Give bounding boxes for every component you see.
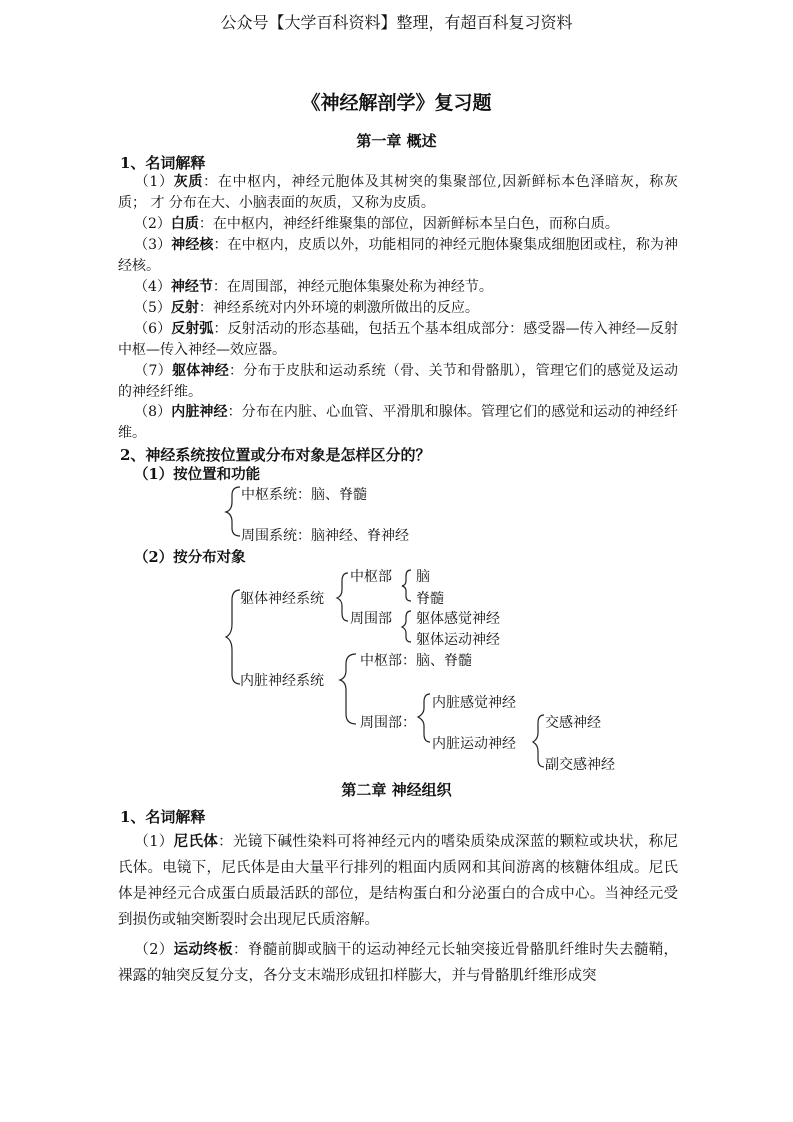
term-num: （1） (134, 174, 174, 190)
tree2-visceral-sensory: 内脏感觉神经 (432, 695, 516, 711)
tree2-brain: 脑 (416, 569, 430, 585)
term-num: （7） (134, 363, 172, 379)
chapter2-heading: 第二章 神经组织 (341, 781, 452, 799)
term-def: ：脊髓前脚或脑干的运动神经元长轴突接近骨骼肌纤维时失去髓鞘，裸露的轴突反复分支，各分支末端形成钮扣样膨大，并与骨骼肌纤维形成突 (118, 942, 679, 984)
ch1-term-1 (118, 172, 678, 214)
tree2-somatic-central: 中枢部 (350, 569, 392, 585)
tree2-sympathetic: 交感神经 (545, 715, 601, 731)
tree1-peripheral: 周围系统：脑神经、脊神经 (241, 528, 409, 544)
tree2-visceral-central: 中枢部：脑、脊髓 (360, 653, 472, 669)
tree2-visceral: 内脏神经系统 (240, 673, 324, 689)
ch1-term-6 (118, 319, 678, 361)
ch2-section1-title: 1、名词解释 (120, 808, 206, 826)
tree2-somatic-peripheral: 周围部 (350, 611, 392, 627)
tree2-somatic-sensory: 躯体感觉神经 (416, 611, 500, 627)
term-num: （1） (134, 834, 174, 850)
term-def: ：在中枢内，神经纤维聚集的部位，因新鲜标本呈白色，而称白质。 (198, 216, 619, 232)
sub1-title: （1）按位置和功能 (134, 466, 261, 483)
term-name: 白质 (170, 216, 199, 232)
bracket-visceral-motor (533, 715, 544, 767)
bracket-position (226, 487, 240, 536)
ch1-term-7 (118, 361, 678, 403)
term-def: ：分布在内脏、心血管、平滑肌和腺体。管理它们的感觉和运动的神经纤维。 (118, 404, 679, 441)
term-name: 运动终板 (173, 941, 233, 958)
ch2-term-2 (118, 937, 678, 989)
bracket-somatic-central (402, 570, 411, 601)
chapter1-heading: 第一章 概述 (356, 132, 437, 150)
tree2-spinal: 脊髓 (416, 591, 444, 607)
ch1-term-8 (118, 402, 678, 444)
tree2-somatic-motor: 躯体运动神经 (416, 632, 500, 648)
term-name: 尼氏体 (173, 833, 219, 850)
term-num: （5） (134, 300, 171, 316)
ch1-term-3 (118, 235, 678, 277)
term-num: （4） (134, 279, 171, 295)
term-def: ：反射活动的形态基础，包括五个基本组成部分：感受器—传入神经—反射中枢—传入神经—效应器。 (118, 321, 679, 358)
ch2-term-1 (118, 829, 678, 933)
document-title: 《神经解剖学》复习题 (301, 92, 492, 114)
term-name: 反射 (170, 300, 199, 316)
term-name: 反射弧 (171, 321, 214, 337)
term-num: （6） (134, 321, 172, 337)
tree2-visceral-motor: 内脏运动神经 (432, 736, 516, 752)
tree1-central: 中枢系统：脑、脊髓 (241, 487, 367, 503)
ch1-section2-title: 2、神经系统按位置或分布对象是怎样区分的？ (120, 446, 431, 464)
ch1-term-5 (118, 298, 678, 319)
tree2-parasympathetic: 副交感神经 (545, 757, 615, 773)
term-name: 内脏神经 (171, 404, 228, 420)
sub2-title: （2）按分布对象 (134, 549, 246, 566)
term-def: ：在中枢内，神经元胞体及其树突的集聚部位,因新鲜标本色泽暗灰，称灰质； 才 分布在大、小脑表面的灰质，又称为皮质。 (118, 174, 678, 211)
term-def: ：在周围部，神经元胞体集聚处称为神经节。 (212, 279, 493, 295)
term-name: 神经节 (170, 279, 213, 295)
bracket-somatic-peripheral (402, 611, 411, 642)
term-name: 躯体神经 (171, 363, 229, 379)
ch1-term-2 (118, 214, 678, 235)
bracket-visceral (340, 654, 356, 724)
ch1-term-4 (118, 277, 678, 298)
term-num: （2） (134, 216, 171, 232)
ch1-section1-title: 1、名词解释 (120, 154, 206, 172)
bracket-distribution (226, 590, 240, 684)
term-name: 神经核 (171, 237, 214, 253)
term-def: ：在中枢内，皮质以外，功能相同的神经元胞体聚集成细胞团或柱，称为神经核。 (118, 237, 679, 274)
bracket-somatic (337, 573, 348, 621)
term-def: ：分布于皮肤和运动系统（骨、关节和骨骼肌），管理它们的感觉及运动的神经纤维。 (118, 363, 679, 400)
page-header: 公众号【大学百科资料】整理，有超百科复习资料 (220, 13, 573, 32)
term-num: （3） (134, 237, 172, 253)
term-num: （8） (134, 404, 172, 420)
tree2-somatic: 躯体神经系统 (240, 591, 324, 607)
term-num: （2） (134, 942, 174, 958)
term-name: 灰质 (173, 174, 204, 190)
term-def: ：光镜下碱性染料可将神经元内的嗜染质染成深蓝的颗粒或块状，称尼氏体。电镜下，尼氏体是由大量平行排列的粗面内质网和其间游离的核糖体组成。尼氏体是神经元合成蛋白质最活跃的部位，是结构蛋白和分泌蛋白的合成中心。当神经元受到损伤或轴突断裂时会出现尼氏质溶解。 (118, 834, 679, 928)
term-def: ：神经系统对内外环境的刺激所做出的反应。 (198, 300, 479, 316)
tree2-visceral-peripheral: 周围部： (360, 715, 416, 731)
bracket-visceral-peripheral (418, 694, 430, 742)
